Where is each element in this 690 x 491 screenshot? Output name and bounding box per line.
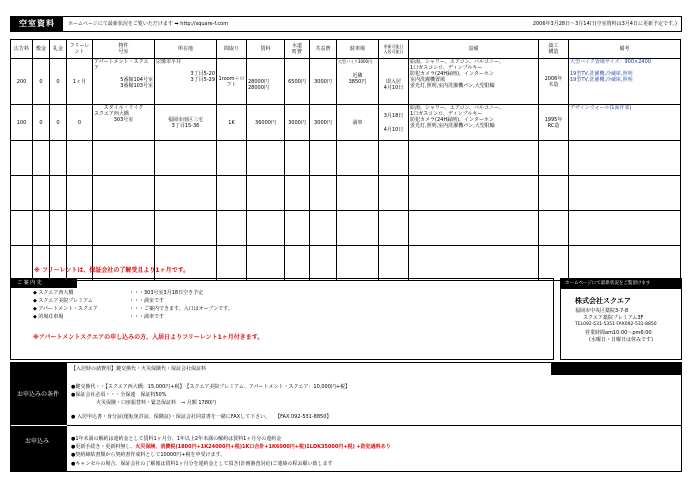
rent-value: 28000円 — [248, 84, 269, 91]
address-city: 福岡市南区三宅 — [167, 116, 203, 123]
rent-cell: 36000円 — [247, 105, 285, 141]
parking-cell: 満車 — [337, 105, 379, 141]
closed-days: (水曜日・日曜日は休みです) — [589, 337, 653, 343]
key-exchange-line: ●鍵交換代・・【スクエア西大橋：15,000円+税】 【スクエア美院プレミアム、アパートメント・スクエア：10,000円+税】 — [71, 384, 351, 390]
layout-cell: 1K — [217, 105, 247, 141]
built-cell — [539, 59, 569, 105]
apply-label-cell — [11, 425, 67, 472]
company-tel: TEL092-531-5351 FAX092-531-8850 — [575, 322, 657, 327]
guide-list — [33, 290, 233, 322]
address-block: 3丁目15-36 — [171, 122, 200, 129]
built-year: 2006年 — [544, 75, 563, 82]
cancellation-line: ●1年未満の解約は違約金として賃料1ヶ月分、1年以上2年未満の解約は賃料1ヶ月分の違約金 — [71, 436, 282, 442]
apartment-notice: ※アパートメントスクエアの申し込みの方、入居日よりフリーレント1ヶ月付きます。 — [33, 334, 264, 341]
move-in-date: 3月18日 — [383, 112, 404, 119]
ad-fee-cell: 200 — [11, 59, 33, 105]
built-structure: RC造 — [547, 122, 560, 129]
free-rent-cell: 0 — [67, 105, 93, 141]
equipment-line: 蛍光灯,照明,室内洗濯機パン,大型駐輪 — [410, 123, 495, 129]
equipment-line: 給湯、シャワー、エアコン、バルコニー、 — [410, 59, 504, 65]
property-name: スタイル・リイク — [103, 105, 144, 111]
empty-row — [11, 141, 681, 176]
col-header-parking: 駐車場 — [337, 40, 379, 59]
table-row — [11, 59, 681, 105]
conditions-label-cell — [11, 363, 67, 425]
application-top-bar — [551, 363, 681, 375]
parking-value: 大型バイク3000円 — [338, 59, 373, 64]
parking-value: 3850円 — [348, 79, 367, 85]
equipment-cell — [409, 59, 539, 105]
renewal-text: ●更新手続き・更新料無し、 — [71, 444, 136, 450]
col-header-layout: 間取り — [217, 40, 247, 59]
guide-property: ◆ アパートメント・スクエア — [33, 306, 98, 312]
property-room: 303号室 — [113, 117, 134, 123]
move-in-date: 即入居 — [385, 78, 401, 85]
equipment-line: 給湯、シャワー、エアコン、バルコニー、 — [410, 105, 504, 111]
built-year: 1995年 — [544, 116, 563, 123]
col-header-address: 所在地 — [155, 40, 217, 59]
equipment-line: 防犯カメラ(24H録画)、インターホン — [410, 117, 494, 123]
company-box — [560, 278, 682, 360]
key-money-cell: 0 — [50, 105, 67, 141]
guide-status: ・・・303号室3月18日空き予定 — [129, 290, 204, 296]
col-header-deposit: 敷金 — [33, 40, 50, 59]
contract-fee-line: ●契約締結書類から契約書作成料として10000円+税を申受けます。 — [71, 452, 226, 458]
rent-value: 28000円 — [248, 78, 269, 85]
empty-row — [11, 176, 681, 211]
apply-label: お申込み — [25, 438, 50, 445]
remarks-line: 19型TV,洗濯機,冷蔵庫,照明 — [570, 71, 633, 77]
col-header-equipment: 設備 — [409, 40, 539, 59]
company-building: スクエア薬院プレミアム3F — [583, 315, 644, 321]
water-cell: 6500円 — [285, 59, 310, 105]
property-name: スクエア西大橋 — [94, 111, 129, 117]
address-block: 3丁目5-29 — [190, 77, 215, 83]
address-cell — [155, 59, 217, 105]
equipment-line: 防犯カメラ(24H録画)、インターホン — [410, 71, 494, 77]
empty-row — [11, 246, 681, 281]
col-header-water: 水道 町費 — [285, 40, 310, 59]
insurance-line: 火災保険・口座振替料・緊急保証料 ⇒ 月額 1780円 — [71, 400, 217, 406]
deposit-cell: 0 — [33, 59, 50, 105]
col-header-ad-fee: 広告料 — [11, 40, 33, 59]
col-header-dates: 更新可能日 入居可能日 — [379, 40, 409, 59]
common-fee-cell: 3000円 — [310, 105, 337, 141]
equipment-cell — [409, 105, 539, 141]
guide-status: ・・・満室です — [129, 298, 165, 304]
guide-property: ◆ スクエア美院プレミアム — [33, 298, 93, 304]
dates-cell — [379, 105, 409, 141]
header-bar — [10, 16, 682, 32]
company-name: 株式会社スクエア — [575, 297, 631, 305]
equipment-line: 1口ガスコンロ、ディンプルキー — [410, 111, 483, 117]
remarks-line: 19型TV,洗濯機,冷蔵庫,照明 — [570, 77, 633, 83]
remarks-line: デザインウォール(1面作業) — [570, 105, 632, 111]
equipment-line: 1口ガスコンロ、ディンプルキー — [410, 65, 483, 71]
address-city: 宗像市平井 — [156, 59, 182, 65]
divider — [67, 425, 681, 426]
conditions-label: お申込みの条件 — [17, 391, 60, 398]
empty-row — [11, 211, 681, 246]
cancel-policy-line: ●キャンセルの場合、保証会社の了解後は賃料1ヶ月分を違約金として頂き(計画審査対応)ご連絡の程お願い致します — [71, 461, 333, 467]
table-header-row — [11, 40, 681, 59]
property-cell — [93, 105, 155, 141]
vacancy-table — [10, 39, 681, 281]
homepage-message[interactable]: ホームページにて最新状況をご覧いただけます ➡ http://square-f.com — [68, 21, 229, 27]
guide-status: ・・・満車です — [129, 314, 165, 320]
col-header-free-rent: フリーレント — [67, 40, 93, 59]
guide-property: ◆ 的場荘車場 — [33, 314, 64, 320]
rent-cell — [247, 59, 285, 105]
company-address: 福岡市中央区薬院3-7-8 — [575, 308, 629, 314]
move-in-date: 4月10日 — [383, 84, 404, 91]
update-date: 2006年3月28日～3月14日(空室資料は3月4日に更新予定です。) — [532, 21, 677, 27]
remarks-cell — [569, 59, 681, 105]
list-item — [33, 314, 233, 322]
common-fee-cell: 3000円 — [310, 59, 337, 105]
property-cell — [93, 59, 155, 105]
fax-instructions-line: ● 入居申込書・身分証(運転免許証、保険証)・保証会社同意書を一緒にFAXして下さい。 【FAX 092-531-8850】 — [71, 414, 332, 420]
col-header-property: 物件 号室 — [93, 40, 155, 59]
list-item — [33, 298, 233, 306]
built-structure: 木造 — [548, 81, 559, 88]
col-header-common-fee: 共益費 — [310, 40, 337, 59]
application-section — [10, 362, 682, 472]
address-cell — [155, 105, 217, 141]
free-rent-cell: 1ヶ月 — [67, 59, 93, 105]
ad-fee-cell: 100 — [11, 105, 33, 141]
equipment-line: 蛍光灯,照明,室内洗濯機パン,大型駐輪 — [410, 83, 495, 89]
entry-costs-line: 【入居時の諸費用】鍵交換代・火災保険代・保証会社保証料 — [71, 366, 207, 372]
renewal-line — [71, 444, 391, 450]
guide-section — [10, 278, 554, 360]
page-title: 空室資料 — [11, 17, 63, 31]
parking-cell — [337, 59, 379, 105]
col-header-key-money: 礼金 — [50, 40, 67, 59]
homepage-banner[interactable]: ホームページにて最新状況をご覧頂けます — [561, 279, 681, 289]
guarantor-line: ●保証会社必須・・・全保連 保証料50% — [71, 392, 167, 398]
property-room: 3番館103号室 — [120, 83, 153, 89]
table-row — [11, 105, 681, 141]
col-header-built: 築工 構造 — [539, 40, 569, 59]
remarks-line: 大型バイク置場サイズ：900×2400 — [570, 59, 651, 65]
guide-status: ・・・ご案内できます。入口はオープンです。 — [129, 306, 233, 312]
col-header-remarks: 備考 — [569, 40, 681, 59]
move-in-date: 4月10日 — [383, 126, 404, 133]
dates-cell — [379, 59, 409, 105]
guide-property: ◆ スクエア西大橋 — [33, 290, 74, 296]
property-room: 5番館104号室 — [120, 77, 153, 83]
renewal-fee-detail: 火災保険、消費税(1800円+1K24000円+税)1K口合計+1K6000円+税)1LDK35000円+税) +防犯過料あり — [135, 444, 391, 450]
list-item — [33, 306, 233, 314]
deposit-cell: 0 — [33, 105, 50, 141]
water-cell: 3000円 — [285, 105, 310, 141]
layout-cell: 1room＋ロフト — [217, 59, 247, 105]
parking-value: 近隣 — [352, 73, 363, 79]
remarks-cell — [569, 105, 681, 141]
list-item — [33, 290, 233, 298]
equipment-line: 室内洗濯機置場 — [410, 77, 446, 83]
property-name: アパートメント・スクエア — [94, 59, 149, 71]
col-header-rent: 賃料 — [247, 40, 285, 59]
address-block: 3丁目5-20 — [190, 71, 215, 77]
key-money-cell: 0 — [50, 59, 67, 105]
guide-heading: ご 案 内 先 — [11, 279, 77, 288]
business-hours: 営業時間am10:00～pm6:00 — [585, 330, 652, 336]
built-cell — [539, 105, 569, 141]
free-rent-notice: ※ フリーレントは、保証会社の了解受且より1ヶ月です。 — [34, 267, 190, 274]
